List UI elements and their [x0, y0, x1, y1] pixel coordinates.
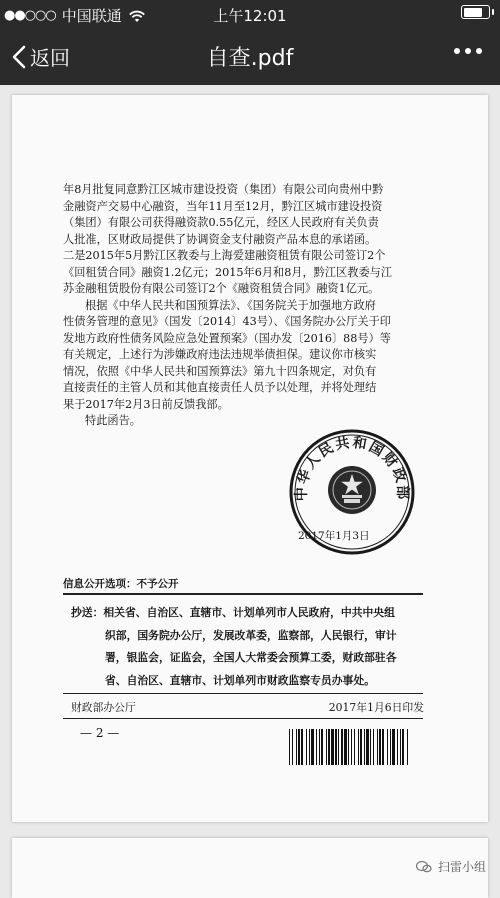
national-emblem-icon [328, 466, 376, 514]
more-options-button[interactable] [454, 48, 482, 54]
body-line: （集团）有限公司获得融资款0.55亿元，经区人民政府有关负责 [63, 216, 379, 229]
watermark-text: 扫雷小组 [437, 860, 486, 874]
document-body [63, 182, 443, 430]
chat-bubble-icon [416, 860, 432, 874]
more-dot-icon [476, 48, 482, 54]
issuing-office: 财政部办公厅 [71, 701, 136, 714]
body-line: 果于2017年2月3日前反馈我部。 [63, 397, 229, 411]
more-dot-icon [454, 48, 460, 54]
body-line: 人批准，区财政局提供了协调资金支付融资产品本息的承诺函。 [63, 232, 377, 246]
page-number: — 2 — [80, 726, 120, 740]
body-line: 情况，依照《中华人民共和国预算法》第九十四条规定，对负有 [63, 364, 377, 378]
body-line: 发地方政府性债务风险应急处置预案》（国办发〔2016〕88号）等 [63, 331, 391, 345]
divider [63, 693, 423, 694]
body-line: 性债务管理的意见》（国发〔2014〕43号）、《国务院办公厅关于印 [63, 315, 391, 328]
cc-list [71, 602, 417, 692]
more-dot-icon [465, 48, 471, 54]
closing-line: 特此函告。 [85, 414, 141, 427]
signal-strength-icon: ●●○○○ [4, 8, 56, 23]
body-line: 《回租赁合同》融资1.2亿元；2015年6月和8月，黔江区教委与江 [63, 265, 393, 279]
watermark [416, 858, 486, 875]
back-label: 返回 [30, 46, 70, 70]
divider [63, 718, 423, 719]
divider [63, 593, 423, 595]
battery-icon [461, 5, 490, 19]
svg-text:中华人民共和国财政部: 中华人民共和国财政部 [293, 434, 411, 502]
print-date: 2017年1月6日印发 [328, 701, 424, 714]
body-line: 二是2015年5月黔江区教委与上海爱建融资租赁有限公司签订2个 [63, 249, 386, 262]
navigation-bar [0, 28, 500, 85]
body-line: 根据《中华人民共和国预算法》、《国务院关于加强地方政府 [85, 298, 376, 312]
disclosure-option: 信息公开选项：不予公开 [63, 578, 179, 590]
body-line: 有关规定，上述行为涉嫌政府违法违规举债担保。建议你市核实 [63, 348, 377, 361]
cc-line: 织部，国务院办公厅，发展改革委，监察部，人民银行，审计 [105, 628, 397, 642]
body-line: 直接责任的主管人员和其他直接责任人员予以处理，并将处理结 [63, 381, 377, 394]
cc-line: 抄送：相关省、自治区、直辖市、计划单列市人民政府，中共中央组 [71, 606, 395, 619]
body-line: 金融资产交易中心融资，当年11月至12月，黔江区城市建设投资 [63, 199, 383, 213]
cc-line: 省、自治区、直辖市、计划单列市财政监察专员办事处。 [105, 673, 375, 687]
clock: 上午12:01 [213, 7, 287, 25]
cc-line: 署，银监会，证监会，全国人大常委会预算工委，财政部驻各 [105, 651, 397, 664]
body-line: 苏金融租赁股份有限公司签订2个《融资租赁合同》融资1亿元。 [63, 282, 380, 295]
carrier-name: 中国联通 [61, 7, 122, 25]
page-title: 自查.pdf [206, 46, 294, 71]
seal-date: 2017年1月3日 [298, 530, 370, 542]
status-bar [0, 0, 500, 28]
body-line: 年8月批复同意黔江区城市建设投资（集团）有限公司向贵州中黔 [63, 183, 384, 196]
barcode-image [287, 728, 412, 766]
